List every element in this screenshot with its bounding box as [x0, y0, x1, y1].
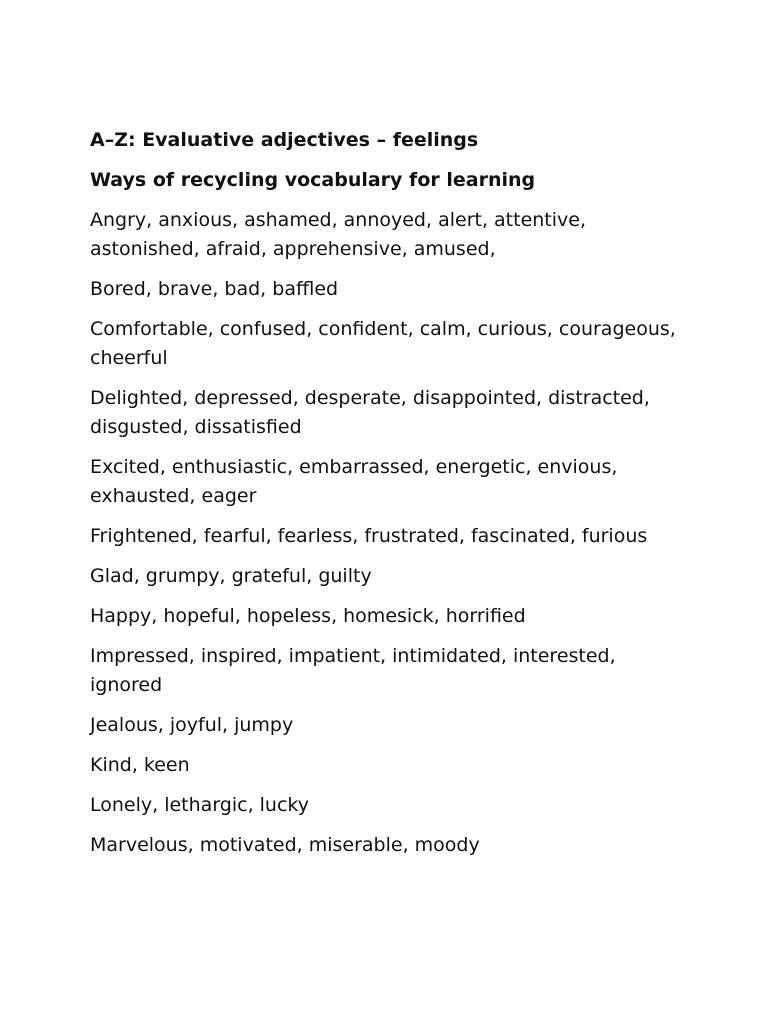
- list-item-i: Impressed, inspired, impatient, intimidated, interested, ignored: [90, 645, 616, 696]
- adjective-list: [90, 206, 690, 860]
- list-item-c: Comfortable, confused, confident, calm, curious, courageous, cheerful: [90, 318, 676, 369]
- list-item-m: Marvelous, motivated, miserable, moody: [90, 834, 480, 856]
- list-item-k: Kind, keen: [90, 754, 190, 776]
- list-item-j: Jealous, joyful, jumpy: [90, 714, 294, 736]
- list-item-f: Frightened, fearful, fearless, frustrated, fascinated, furious: [90, 525, 648, 547]
- document-title: A–Z: Evaluative adjectives – feelings: [90, 129, 479, 151]
- list-item-g: Glad, grumpy, grateful, guilty: [90, 565, 372, 587]
- document-page: [90, 126, 690, 871]
- list-item-h: Happy, hopeful, hopeless, homesick, horrified: [90, 605, 526, 627]
- document-subtitle: Ways of recycling vocabulary for learning: [90, 169, 536, 191]
- list-item-l: Lonely, lethargic, lucky: [90, 794, 309, 816]
- list-item-d: Delighted, depressed, desperate, disappointed, distracted, disgusted, dissatisfied: [90, 387, 650, 438]
- list-item-b: Bored, brave, bad, baffled: [90, 278, 339, 300]
- list-item-a: Angry, anxious, ashamed, annoyed, alert, attentive, astonished, afraid, apprehensive, amused,: [90, 209, 587, 260]
- list-item-e: Excited, enthusiastic, embarrassed, energetic, envious, exhausted, eager: [90, 456, 618, 507]
